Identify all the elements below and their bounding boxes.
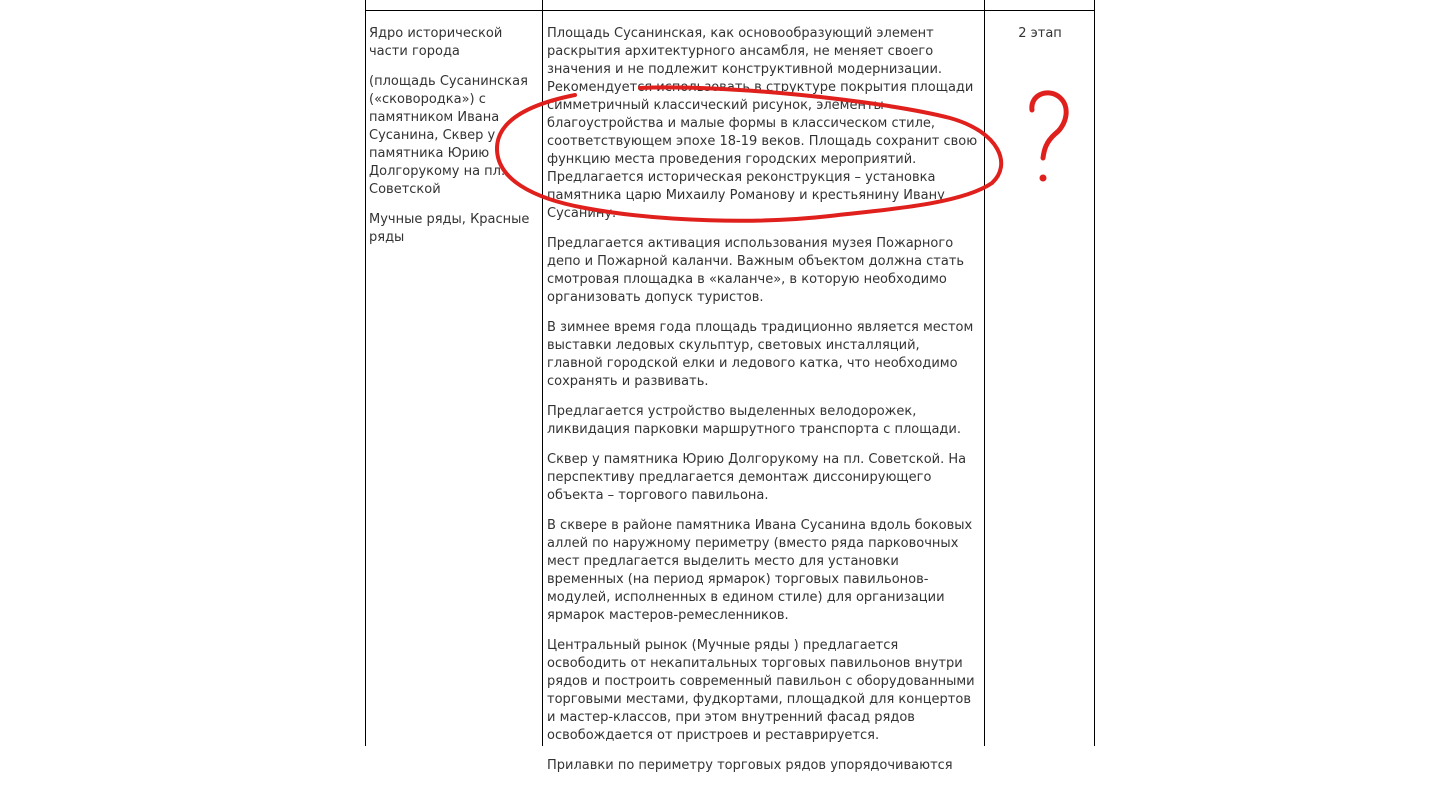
stage-label: 2 этап <box>1018 26 1062 41</box>
measures-paragraph: В зимнее время года площадь традиционно является местом выставки ледовых скульптур, световых инсталляций, главной городской елки и ледового катка, что необходимо сохранять и развивать. <box>547 320 974 389</box>
measures-paragraph: Предлагается активация использования музея Пожарного депо и Пожарной каланчи. Важным объектом должна стать смотровая площадка в «каланче», в которую необходимо организовать допуск туристов. <box>547 236 965 305</box>
territory-description: (площадь Сусанинская («сковородка») с памятником Ивана Сусанина, Сквер у памятника Юрию Долгорукому на пл. Советской <box>369 74 528 197</box>
measures-paragraph: Предлагается устройство выделенных велодорожек, ликвидация парковки маршрутного транспорта с площади. <box>547 404 961 437</box>
table-left-border <box>365 0 366 746</box>
territory-cell <box>369 25 539 259</box>
column-divider-1 <box>542 0 543 746</box>
table-right-border <box>1094 0 1095 746</box>
table-top-border <box>365 10 1095 11</box>
measures-paragraph: Центральный рынок (Мучные ряды ) предлагается освободить от некапитальных торговых павильонов внутри рядов и построить современный павильон с оборудованными торговыми местами, фудкортами, площадкой для концертов и мастер-классов, при этом внутренний фасад рядов освобождается от пристроев и реставрируется. <box>547 638 975 743</box>
measures-paragraph: Площадь Сусанинская, как основообразующий элемент раскрытия архитектурного ансамбля, не меняет своего значения и не подлежит конструктивной модернизации. Рекомендуется использовать в структуре покрытия площади симметричный классический рисунок, элементы благоустройства и малые формы в классическом стиле, соответствующем эпохе 18-19 веков. Площадь сохранит свою функцию места проведения городских мероприятий. Предлагается историческая реконструкция – установка памятника царю Михаилу Романову и крестьянину Ивану Сусанину. <box>547 26 978 221</box>
territory-title: Ядро исторической части города <box>369 26 503 59</box>
column-divider-2 <box>984 0 985 746</box>
territory-rows: Мучные ряды, Красные ряды <box>369 212 530 245</box>
measures-cell <box>547 25 979 787</box>
document-table <box>365 0 1095 773</box>
measures-paragraph: Прилавки по периметру торговых рядов упорядочиваются <box>547 758 953 773</box>
measures-paragraph: Сквер у памятника Юрию Долгорукому на пл. Советской. На перспективу предлагается демонтаж диссонирующего объекта – торгового павильона. <box>547 452 967 503</box>
measures-paragraph: В сквере в районе памятника Ивана Сусанина вдоль боковых аллей по наружному периметру (вместо ряда парковочных мест предлагается выделить место для установки временных (на период ярмарок) торговых павильонов-модулей, исполненных в едином стиле) для организации ярмарок мастеров-ремесленников. <box>547 518 973 623</box>
stage-cell <box>985 25 1095 55</box>
